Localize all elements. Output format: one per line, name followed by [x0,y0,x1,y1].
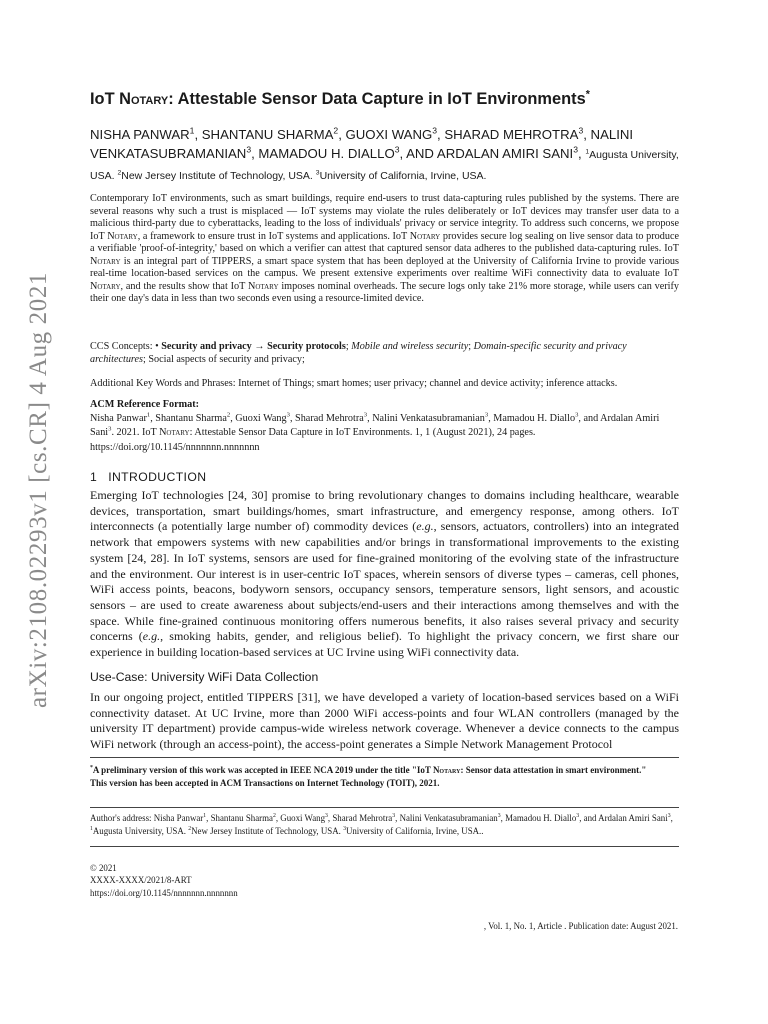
footnote-divider [90,757,679,758]
keywords: Additional Key Words and Phrases: Internet of Things; smart homes; user privacy; channel and device activity; inference attacks. [90,378,618,389]
copyright-block [90,862,390,899]
introduction-paragraph: Emerging IoT technologies [24, 30] promise to bring revolutionary changes to domains including healthcare, wearable devices, transportation, smart buildings/homes, smart infrastructure, and emergency response, among others. IoT interconnects (a potentially large number of) commodity devices (e.g., sensors, actuators, controllers) into an integrated network that empowers systems with new capabilities and/or brings in transformational improvements to the existing system [24, 28]. In IoT systems, sensors are used for fine-grained monitoring of the evolving state of the infrastructure and the environment. Our interest is in user-centric IoT spaces, wherein sensors of diverse types – cameras, cell phones, WiFi access points, beacons, bodyworn sensors, occupancy sensors, temperature sensors, light sensors, and acoustic sensors – are used to create awareness about subjects/end-users and their interactions among themselves and with the space. While fine-grained continuous monitoring offers numerous benefits, it also raises several privacy and security concerns (e.g., smoking habits, gender, and religious belief). To highlight the privacy concern, we first share our experience in building location-based services at UC Irvine using WiFi connectivity data. [90,488,680,660]
reference-format-text: Nisha Panwar$^1$, Shantanu Sharma$^2$, Guoxi Wang$^3$, Sharad Mehrotra$^3$, Nalini Venkatasubramanian$^3$, Mamadou H. Diallo$^3$, and Ardalan Amiri Sani$^3$. 2021. IoT Notary: Attestable Sensor Data Capture in IoT Environments. 1, 1 (August 2021), 24 pages. https://doi.org/10.1145/nnnnnnn.nnnnnnn [90,411,660,453]
abstract: Contemporary IoT environments, such as smart buildings, require end-users to trust data-capturing rules published by the systems. There are several reasons why such a trust is misplaced — IoT systems may violate the rules deliberately or IoT devices may transfer user data to a malicious third-party due to cyberattacks, leading to the loss of individuals' privacy or service integrity. To address such concerns, we propose IoT Notary, a framework to ensure trust in IoT systems and applications. IoT Notary provides secure log sealing on live sensor data to produce a verifiable 'proof-of-integrity,' based on which a verifier can attest that captured sensor data adheres to the published data-capturing rules. IoT Notary is an integral part of TIPPERS, a smart space system that has been deployed at the University of California Irvine to provide various real-time location-based services on the campus. We present extensive experiments over realtime WiFi connectivity data to evaluate IoT Notary, and the results show that IoT Notary imposes nominal overheads. The secure logs only take 21% more storage, while users can verify their one day's data in less than two seconds even using a resource-limited device. [90,193,679,305]
ccs-concepts: CCS Concepts: • Security and privacy → Security protocols; Mobile and wireless security; Domain-specific security and privacy architectures; Social aspects of security and privacy; [90,341,627,365]
copyright-divider [90,846,679,847]
subsection-heading-use-case: Use-Case: University WiFi Data Collection [90,670,319,684]
reference-format-heading: ACM Reference Format: [90,399,199,410]
issn-line: XXXX-XXXX/2021/8-ART [90,875,192,886]
use-case-paragraph: In our ongoing project, entitled TIPPERS [31], we have developed a variety of location-based services based on a WiFi connectivity dataset. At UC Irvine, more than 2000 WiFi access-points and four WLAN controllers (managed by the university IT department) provide campus-wide wireless network coverage. Whenever a device connects to the campus WiFi network (through an access-point), the access-point generates a Simple Network Management Protocol [90,690,679,752]
arxiv-sidebar-id: arXiv:2108.02293v1 [cs.CR] 4 Aug 2021 [25,271,52,709]
page-footer: , Vol. 1, No. 1, Article . Publication date: August 2021. [483,921,678,931]
section-heading-introduction: 1 INTRODUCTION [90,470,207,484]
authors-address-footnote: Author's address: Nisha Panwar$^1$, Shantanu Sharma$^2$, Guoxi Wang$^3$, Sharad Mehrotra$^3$, Nalini Venkatasubramanian$^3$, Mamadou H. Diallo$^3$, and Ardalan Amiri Sani$^3$, $^1$Augusta University, USA. $^2$New Jersey Institute of Technology, USA. $^3$University of California, Irvine, USA.. [90,813,673,836]
preliminary-version-footnote: *A preliminary version of this work was accepted in IEEE NCA 2019 under the title "IoT Notary: Sensor data attestation in smart environment." This version has been accepted in ACM Transactions on Internet Technology (TOIT), 2021. [90,765,647,788]
author-list: NISHA PANWAR$^1$, SHANTANU SHARMA$^2$, GUOXI WANG$^3$, SHARAD MEHROTRA$^3$, NALINI VENKATASUBRAMANIAN$^3$, MAMADOU H. DIALLO$^3$, AND ARDALAN AMIRI SANI$^3$, $^1$Augusta University, USA. $^2$New Jersey Institute of Technology, USA. $^3$University of California, Irvine, USA. [90,125,679,182]
copyright-year: © 2021 [90,863,117,873]
paper-title: IoT Notary: Attestable Sensor Data Capture in IoT Environments* [90,88,590,108]
footnote-divider [90,807,679,808]
doi-link[interactable]: https://doi.org/10.1145/nnnnnnn.nnnnnnn [90,887,238,898]
author-affiliations: $^1$Augusta University, USA. $^2$New Jersey Institute of Technology, USA. $^3$University of California, Irvine, USA. [90,148,679,182]
